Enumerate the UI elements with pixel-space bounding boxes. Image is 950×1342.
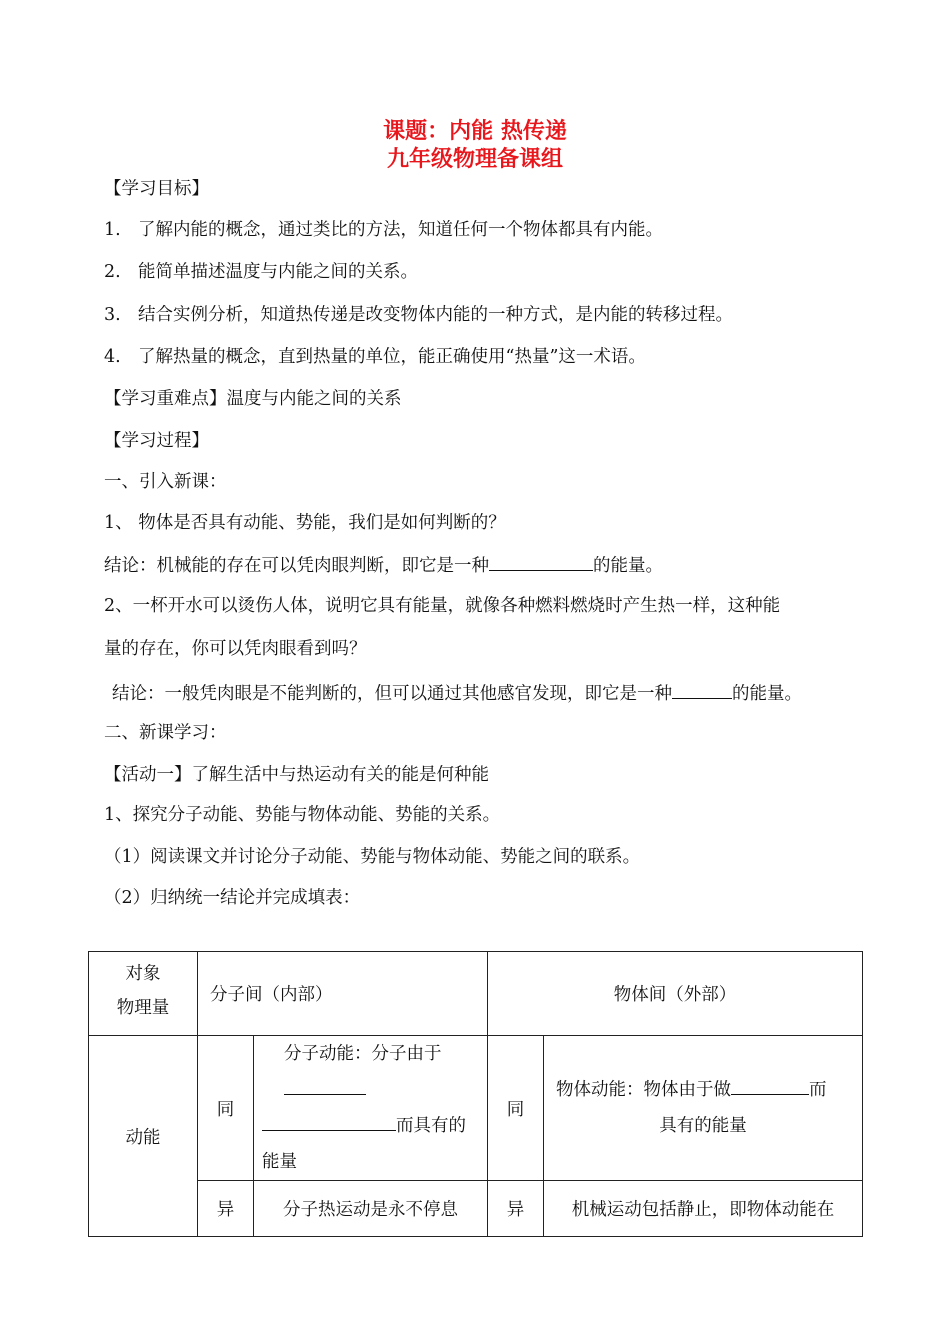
objectives-heading: 【学习目标】 xyxy=(104,179,209,199)
key-points xyxy=(104,388,402,410)
activity-heading: 【活动一】 xyxy=(104,765,192,785)
fill-blank[interactable] xyxy=(731,1077,809,1095)
objective-item xyxy=(104,261,418,283)
objective-item xyxy=(104,219,663,241)
same-label-external: 同 xyxy=(488,1036,544,1181)
objective-item xyxy=(104,346,646,368)
internal-same-end: 能量 xyxy=(262,1152,297,1172)
row-kinetic xyxy=(89,1036,198,1237)
external-same-text: 物体动能：物体由于做 xyxy=(556,1080,731,1100)
col-internal-label: 分子间（内部） xyxy=(210,985,333,1005)
objective-number: 4. xyxy=(104,347,121,367)
table-corner-cell xyxy=(89,952,198,1036)
objective-number: 3. xyxy=(104,305,121,325)
activity-text: 了解生活中与热运动有关的能是何种能 xyxy=(191,765,489,785)
internal-same-mid: 而具有的 xyxy=(396,1116,466,1136)
corner-bottom: 物理量 xyxy=(116,997,170,1018)
col-internal xyxy=(198,952,488,1036)
internal-same-text: 分子动能：分子由于 xyxy=(284,1044,442,1064)
external-same-end: 具有的能量 xyxy=(659,1116,747,1136)
question-2-line-1: 2、一杯开水可以烫伤人体，说明它具有能量，就像各种燃料燃烧时产生热一样，这种能 xyxy=(104,596,781,616)
objective-text: 了解热量的概念，直到热量的单位，能正确使用“热量”这一术语。 xyxy=(138,347,646,367)
explore-item: 1、探究分子动能、势能与物体动能、势能的关系。 xyxy=(104,805,501,825)
objective-number: 2. xyxy=(104,262,121,282)
objective-text: 结合实例分析，知道热传递是改变物体内能的一种方式，是内能的转移过程。 xyxy=(138,305,733,325)
step-1: （1）阅读课文并讨论分子动能、势能与物体动能、势能之间的联系。 xyxy=(104,847,641,867)
energy-table xyxy=(88,951,863,1237)
internal-same-cell xyxy=(254,1036,488,1181)
fill-blank[interactable] xyxy=(262,1113,396,1131)
fill-blank[interactable] xyxy=(489,553,593,571)
key-points-heading: 【学习重难点】 xyxy=(104,389,227,409)
corner-top: 对象 xyxy=(125,963,161,984)
section-new-lesson: 二、新课学习： xyxy=(104,723,227,743)
diff-label-internal: 异 xyxy=(198,1181,254,1237)
fill-blank[interactable] xyxy=(672,681,732,699)
fill-blank[interactable] xyxy=(284,1077,366,1095)
section-intro: 一、引入新课： xyxy=(104,472,227,492)
conclusion-2-text: 结论：一般凭肉眼是不能判断的，但可以通过其他感官发现，即它是一种 xyxy=(112,684,672,704)
col-external-label: 物体间（外部） xyxy=(613,985,737,1005)
conclusion-1 xyxy=(104,553,663,577)
objective-text: 了解内能的概念，通过类比的方法，知道任何一个物体都具有内能。 xyxy=(138,220,663,240)
conclusion-2-suffix: 的能量。 xyxy=(732,684,802,704)
objective-number: 1. xyxy=(104,220,121,240)
row-kinetic-label: 动能 xyxy=(125,1127,161,1148)
conclusion-2 xyxy=(112,681,802,705)
question-1: 1、 物体是否具有动能、势能，我们是如何判断的？ xyxy=(104,513,506,533)
external-same-cell xyxy=(544,1036,863,1181)
conclusion-1-text: 结论：机械能的存在可以凭肉眼判断，即它是一种 xyxy=(104,556,489,576)
external-same-mid: 而 xyxy=(809,1080,827,1100)
key-points-text: 温度与内能之间的关系 xyxy=(226,389,402,409)
page-title: 课题：内能 热传递 xyxy=(383,118,567,144)
question-2-line-2: 量的存在，你可以凭肉眼看到吗？ xyxy=(104,639,367,659)
objective-item xyxy=(104,304,733,326)
col-external xyxy=(488,952,863,1036)
step-2: （2）归纳统一结论并完成填表： xyxy=(104,888,361,908)
conclusion-1-suffix: 的能量。 xyxy=(593,556,663,576)
same-label-internal: 同 xyxy=(198,1036,254,1181)
internal-diff-cell: 分子热运动是永不停息 xyxy=(254,1181,488,1237)
objective-text: 能简单描述温度与内能之间的关系。 xyxy=(138,262,418,282)
diff-label-external: 异 xyxy=(488,1181,544,1237)
process-heading: 【学习过程】 xyxy=(104,431,209,451)
external-diff-cell: 机械运动包括静止，即物体动能在 xyxy=(544,1181,863,1237)
page-subtitle: 九年级物理备课组 xyxy=(386,146,563,172)
activity-one xyxy=(104,764,489,786)
